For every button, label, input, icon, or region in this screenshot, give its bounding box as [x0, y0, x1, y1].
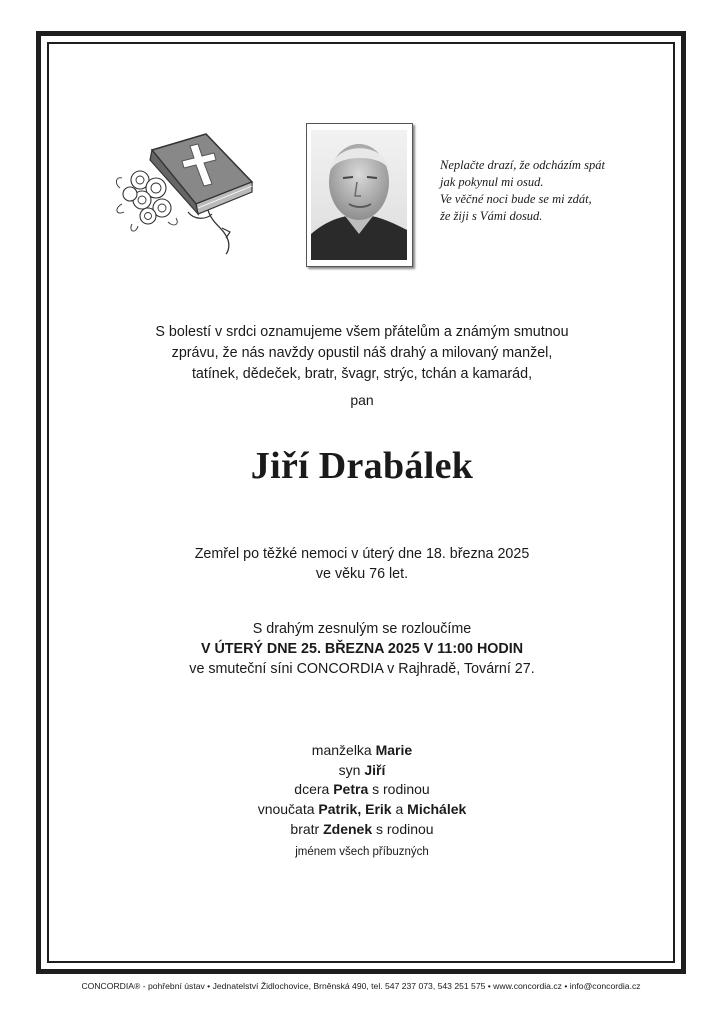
- announcement-line: zprávu, že nás navždy opustil náš drahý a milovaný manžel,: [171, 345, 553, 361]
- ceremony-datetime: V ÚTERÝ DNE 25. BŘEZNA 2025 V 11:00 HODIN: [200, 641, 524, 657]
- announcement-line: S bolestí v srdci oznamujeme všem přátelům a známým smutnou: [155, 324, 569, 340]
- announcement-line: tatínek, dědeček, bratr, švagr, strýc, tchán a kamarád,: [191, 366, 533, 382]
- poem-line: Ve věčné noci bude se mi zdát,: [440, 192, 592, 206]
- ceremony-place: ve smuteční síni CONCORDIA v Rajhradě, Tovární 27.: [189, 661, 535, 677]
- family-brother: bratr Zdenek s rodinou: [290, 820, 434, 837]
- family-relatives: jménem všech příbuzných: [295, 845, 429, 858]
- family-daughter: dcera Petra s rodinou: [294, 781, 430, 798]
- ceremony-info: [0, 619, 724, 679]
- death-age: ve věku 76 let.: [315, 566, 409, 582]
- deceased-name: Jiří Drabálek: [250, 445, 474, 487]
- family-son: syn Jiří: [338, 761, 386, 778]
- family-wife: manželka Marie: [311, 742, 413, 758]
- honorific: pan: [350, 392, 374, 408]
- announcement: [0, 322, 724, 385]
- family-list: [0, 741, 724, 862]
- poem: [440, 157, 670, 225]
- death-date: Zemřel po těžké nemoci v úterý dne 18. března 2025: [194, 546, 530, 562]
- death-info: [0, 544, 724, 584]
- bible-cross-flowers-icon: [112, 128, 260, 258]
- family-grandchildren: vnoučata Patrik, Erik a Michálek: [257, 801, 467, 818]
- footer-contact: CONCORDIA® - pohřební ústav • Jednatelství Židlochovice, Brněnská 490, tel. 547 237 073, 543 251 575 • www.concordia.cz • info@concordia.cz: [81, 981, 641, 991]
- poem-line: jak pokynul mi osud.: [440, 175, 544, 189]
- ceremony-intro: S drahým zesnulým se rozloučíme: [252, 621, 472, 637]
- poem-line: Neplačte drazí, že odcházím spát: [440, 158, 605, 172]
- portrait-photo: [306, 123, 413, 267]
- poem-line: že žiji s Vámi dosud.: [440, 209, 543, 223]
